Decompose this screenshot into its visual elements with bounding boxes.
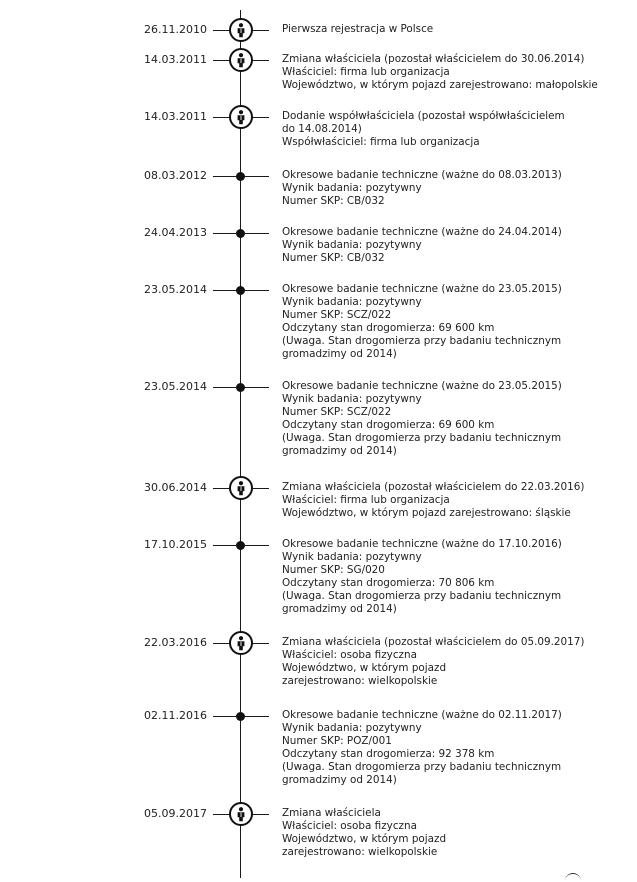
event-line: gromadzimy od 2014): [282, 445, 397, 457]
event-description: [282, 636, 622, 688]
event-line: (Uwaga. Stan drogomierza przy badaniu technicznym: [282, 432, 562, 444]
event-line: Właściciel: firma lub organizacja: [282, 66, 450, 78]
event-line: Wynik badania: pozytywny: [282, 239, 422, 251]
event-dot: [236, 172, 245, 181]
event-line: Dodanie współwłaściciela (pozostał współwłaścicielem: [282, 110, 565, 122]
event-line: Numer SKP: POZ/001: [282, 735, 392, 747]
event-dot: [236, 383, 245, 392]
event-dot: [236, 712, 245, 721]
event-line: Zmiana właściciela (pozostał właścicielem do 30.06.2014): [282, 53, 585, 65]
event-line: Odczytany stan drogomierza: 69 600 km: [282, 322, 495, 334]
event-line: (Uwaga. Stan drogomierza przy badaniu technicznym: [282, 761, 562, 773]
event-line: Numer SKP: CB/032: [282, 195, 385, 207]
owner-icon: [229, 18, 253, 42]
event-description: [282, 169, 622, 208]
event-line: gromadzimy od 2014): [282, 774, 397, 786]
event-date: 14.03.2011: [144, 110, 207, 123]
event-line: (Uwaga. Stan drogomierza przy badaniu technicznym: [282, 590, 562, 602]
event-line: Właściciel: osoba fizyczna: [282, 820, 417, 832]
event-line: zarejestrowano: wielkopolskie: [282, 675, 438, 687]
event-line: Okresowe badanie techniczne (ważne do 23.05.2015): [282, 283, 562, 295]
event-line: Numer SKP: SG/020: [282, 564, 385, 576]
event-date: 05.09.2017: [144, 807, 207, 820]
event-date: 30.06.2014: [144, 481, 207, 494]
event-line: Właściciel: firma lub organizacja: [282, 494, 450, 506]
event-description: [282, 23, 622, 36]
event-line: Okresowe badanie techniczne (ważne do 24.04.2014): [282, 226, 562, 238]
event-description: [282, 380, 622, 458]
event-line: Wynik badania: pozytywny: [282, 182, 422, 194]
event-line: do 14.08.2014): [282, 123, 362, 135]
event-description: [282, 481, 622, 520]
owner-icon: [229, 105, 253, 129]
event-line: Okresowe badanie techniczne (ważne do 02.11.2017): [282, 709, 562, 721]
event-line: Wynik badania: pozytywny: [282, 551, 422, 563]
event-date: 14.03.2011: [144, 53, 207, 66]
event-line: Współwłaściciel: firma lub organizacja: [282, 136, 480, 148]
event-dot: [236, 286, 245, 295]
event-line: Odczytany stan drogomierza: 92 378 km: [282, 748, 495, 760]
event-line: Okresowe badanie techniczne (ważne do 23.05.2015): [282, 380, 562, 392]
event-line: Odczytany stan drogomierza: 70 806 km: [282, 577, 495, 589]
event-description: [282, 226, 622, 265]
event-line: (Uwaga. Stan drogomierza przy badaniu technicznym: [282, 335, 562, 347]
event-line: Zmiana właściciela (pozostał właścicielem do 22.03.2016): [282, 481, 585, 493]
event-date: 17.10.2015: [144, 538, 207, 551]
event-line: gromadzimy od 2014): [282, 348, 397, 360]
timeline-axis: [240, 10, 241, 878]
event-description: [282, 110, 622, 149]
event-line: Wynik badania: pozytywny: [282, 296, 422, 308]
event-description: [282, 807, 622, 859]
event-date: 22.03.2016: [144, 636, 207, 649]
event-dot: [236, 229, 245, 238]
event-line: Okresowe badanie techniczne (ważne do 08.03.2013): [282, 169, 562, 181]
event-description: [282, 538, 622, 616]
event-date: 26.11.2010: [144, 23, 207, 36]
event-description: [282, 53, 622, 92]
event-line: Wynik badania: pozytywny: [282, 393, 422, 405]
event-description: [282, 709, 622, 787]
event-line: Pierwsza rejestracja w Polsce: [282, 23, 434, 35]
event-line: Zmiana właściciela: [282, 807, 381, 819]
event-line: zarejestrowano: wielkopolskie: [282, 846, 438, 858]
event-line: Właściciel: osoba fizyczna: [282, 649, 417, 661]
owner-icon: [229, 631, 253, 655]
event-dot: [236, 541, 245, 550]
event-line: Numer SKP: CB/032: [282, 252, 385, 264]
owner-icon: [229, 476, 253, 500]
owner-icon: [229, 48, 253, 72]
event-line: Numer SKP: SCZ/022: [282, 406, 392, 418]
event-line: Województwo, w którym pojazd: [282, 833, 447, 845]
event-date: 23.05.2014: [144, 283, 207, 296]
event-line: gromadzimy od 2014): [282, 603, 397, 615]
event-line: Zmiana właściciela (pozostał właścicielem do 05.09.2017): [282, 636, 585, 648]
event-date: 23.05.2014: [144, 380, 207, 393]
event-line: Numer SKP: SCZ/022: [282, 309, 392, 321]
owner-icon: [229, 802, 253, 826]
event-description: [282, 283, 622, 361]
event-date: 02.11.2016: [144, 709, 207, 722]
event-line: Województwo, w którym pojazd zarejestrowano: śląskie: [282, 507, 571, 519]
event-line: Wynik badania: pozytywny: [282, 722, 422, 734]
event-date: 24.04.2013: [144, 226, 207, 239]
event-line: Okresowe badanie techniczne (ważne do 17.10.2016): [282, 538, 562, 550]
event-line: Odczytany stan drogomierza: 69 600 km: [282, 419, 495, 431]
event-date: 08.03.2012: [144, 169, 207, 182]
event-line: Województwo, w którym pojazd: [282, 662, 447, 674]
event-line: Województwo, w którym pojazd zarejestrowano: małopolskie: [282, 79, 598, 91]
